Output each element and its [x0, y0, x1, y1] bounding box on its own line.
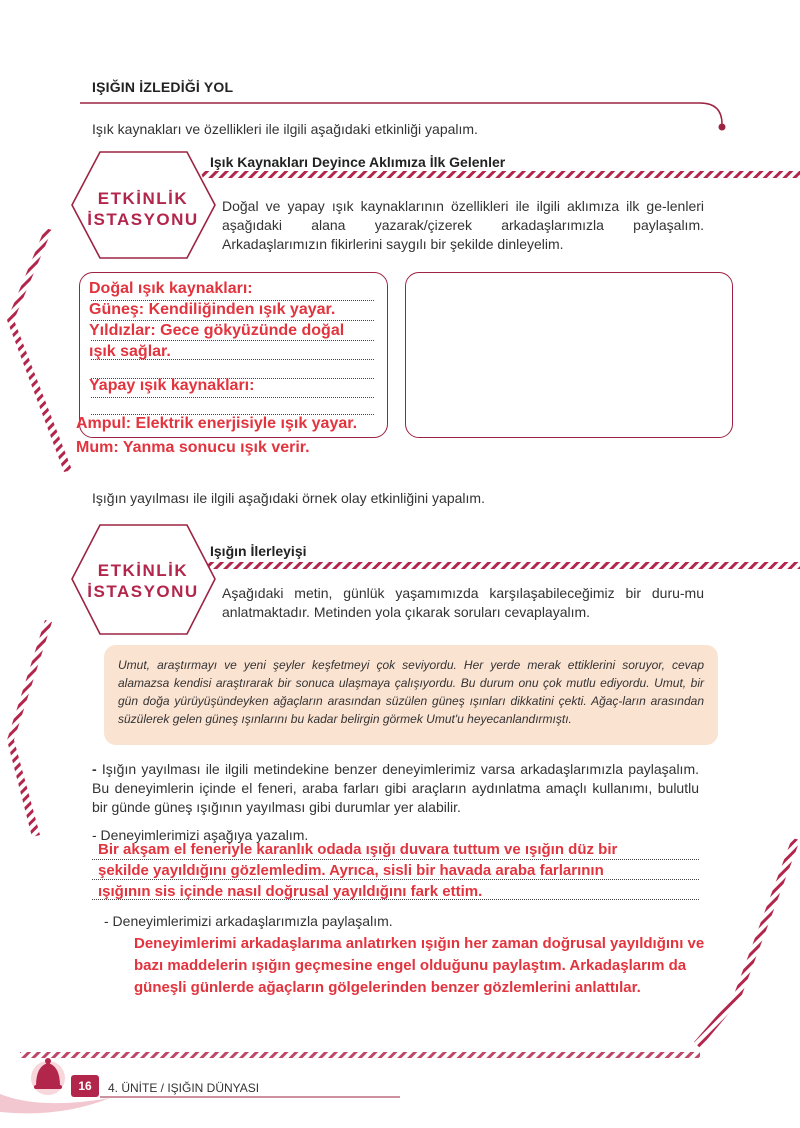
answer-line: Mum: Yanma sonucu ışık verir. — [76, 439, 310, 456]
right-hatch-zigzag — [694, 838, 800, 1048]
answer-line: Ampul: Elektrik enerjisiyle ışık yayar. — [76, 415, 358, 432]
dotted-line — [91, 340, 374, 341]
sharing-answer-line: güneşli günlerde ağaçların gölgelerinden benzer gözlemlerini anlattılar. — [134, 979, 641, 996]
section-title: IŞIĞIN İZLEDİĞİ YOL — [92, 79, 234, 95]
left-hatch-zigzag-1 — [7, 228, 72, 472]
sharing-answer-line: bazı maddelerin ışığın geçmesine engel olduğunu paylaştım. Arkadaşlarım da — [134, 957, 687, 974]
dotted-line — [91, 320, 374, 321]
activity1-hatch-band — [200, 171, 800, 178]
experience-answer-line: ışığının sis içinde nasıl doğrusal yayıldığını fark ettim. — [98, 883, 483, 900]
bell-icon — [31, 1058, 65, 1095]
dotted-line — [92, 879, 699, 880]
unit-title: 4. ÜNİTE / IŞIĞIN DÜNYASI — [108, 1081, 260, 1095]
experience-answer-line: şekilde yayıldığını gözlemledim. Ayrıca, sisli bir havada araba farlarının — [98, 862, 604, 879]
left-hatch-zigzag-2 — [7, 620, 52, 837]
experience-answer-line: Bir akşam el feneriyle karanlık odada ışığı duvara tuttum ve ışığın düz bir — [98, 841, 618, 858]
activity2-badge-line2: İSTASYONU — [87, 582, 199, 601]
question1-text: Işığın yayılması ile ilgili metindekine benzer deneyimlerimiz varsa arkadaşlarımızla paylaşalım. Bu deneyimlerin içinde el feneri, araba farları gibi araçların aydınlatma amaçlı kullanımı, bulutlu bir günde güneş ışığının yayılması gibi durumlar yer alabilir. — [92, 761, 700, 815]
between-text: Işığın yayılması ile ilgili aşağıdaki örnek olay etkinliğini yapalım. — [92, 490, 485, 506]
sharing-answer-line: Deneyimlerimi arkadaşlarıma anlatırken ışığın her zaman doğrusal yayıldığını ve — [134, 935, 705, 952]
page-number: 16 — [71, 1075, 99, 1097]
activity1-title: Işık Kaynakları Deyince Aklımıza İlk Gelenler — [210, 154, 506, 170]
question2: - Deneyimlerimizi aşağıya yazalım. — [92, 827, 309, 843]
activity2-badge — [78, 560, 208, 602]
drawing-box[interactable] — [405, 272, 733, 438]
bottom-hatch-line — [20, 1052, 700, 1058]
question3: - Deneyimlerimizi arkadaşlarımızla paylaşalım. — [104, 913, 393, 929]
answer-line: Güneş: Kendiliğinden ışık yayar. — [89, 301, 336, 318]
answer-line: Yapay ışık kaynakları: — [89, 377, 255, 394]
question1 — [92, 760, 699, 817]
answer-line: Yıldızlar: Gece gökyüzünde doğal — [89, 322, 345, 339]
dotted-line — [92, 859, 699, 860]
activity1-badge-line1: ETKİNLİK — [97, 189, 189, 208]
activity1-badge-line2: İSTASYONU — [87, 210, 199, 229]
header-rule-dot — [719, 124, 726, 131]
activity2-badge-line1: ETKİNLİK — [97, 561, 189, 580]
activity1-instructions: Doğal ve yapay ışık kaynaklarının özellikleri ile ilgili aklımıza ilk ge-lenleri aşağıdaki alana yazarak/çizerek arkadaşlarımızla paylaşalım. Arkadaşlarımızın fikirlerini saygılı bir şekilde dinleyelim. — [222, 198, 704, 252]
answer-line: ışık sağlar. — [89, 343, 171, 360]
dotted-line — [91, 397, 374, 398]
activity2-hatch-band — [200, 562, 800, 569]
activity1-badge — [78, 188, 208, 230]
answer-line: Doğal ışık kaynakları: — [89, 280, 253, 297]
activity2-title: Işığın İlerleyişi — [210, 543, 307, 559]
activity2-instructions: Aşağıdaki metin, günlük yaşamımızda karşılaşabileceğimiz bir duru-mu anlatmaktadır. Metinden yola çıkarak soruları cevaplayalım. — [222, 585, 704, 620]
intro-text: Işık kaynakları ve özellikleri ile ilgili aşağıdaki etkinliği yapalım. — [92, 121, 478, 137]
question1-dash: - — [92, 761, 97, 777]
story-box: Umut, araştırmayı ve yeni şeyler keşfetmeyi çok seviyordu. Her yerde merak ettiklerini soruyor, cevap alamazsa kendisi araştırarak bir sonuca ulaşmaya çalışıyordu. Bu durum onu çok mutlu ediyordu. Umut, bir gün doğa yürüyüşündeyken ağaçların arasından süzülen güneş ışınları dikkatini çekti. Ağaç-ların arasından süzülerek gelen güneş ışınlarını bu kadar belirgin görmek Umut'u heyecanlandırmıştı. — [104, 645, 718, 745]
